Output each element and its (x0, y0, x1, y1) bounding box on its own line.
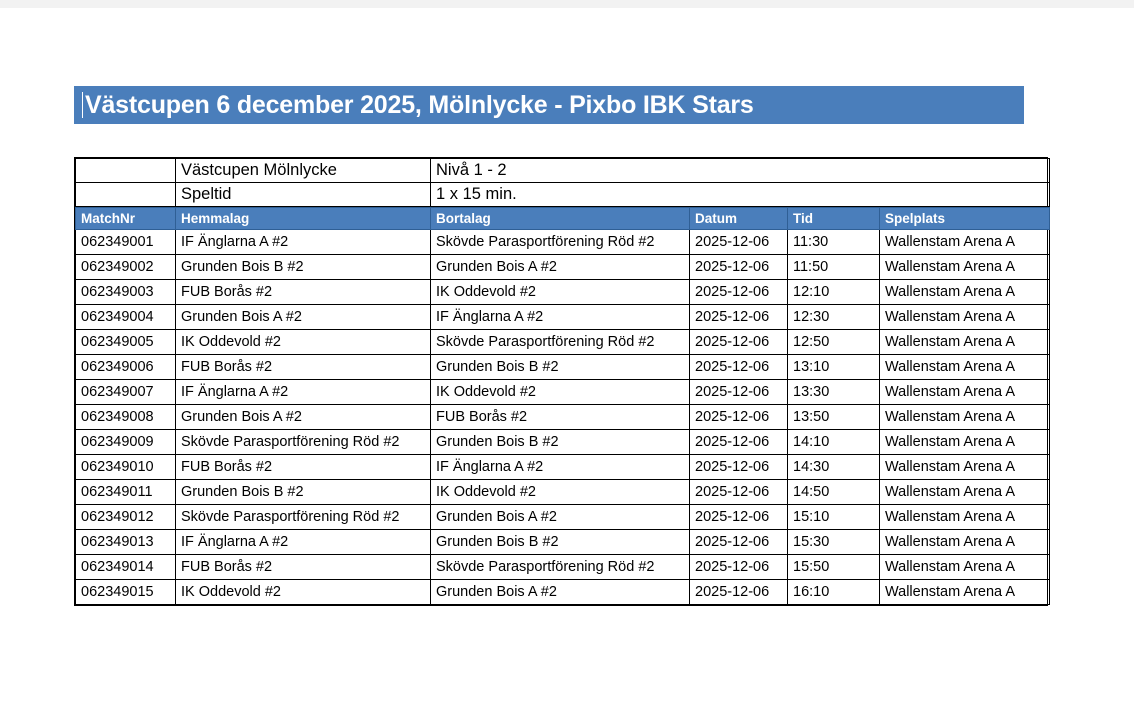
cell-matchnr: 062349005 (76, 330, 176, 355)
cell-bortalag: Grunden Bois B #2 (431, 355, 690, 380)
cell-matchnr: 062349009 (76, 430, 176, 455)
cell-datum: 2025-12-06 (690, 530, 788, 555)
cell-datum: 2025-12-06 (690, 255, 788, 280)
text-caret (82, 92, 83, 118)
cell-tid: 15:30 (788, 530, 880, 555)
cell-bortalag: Grunden Bois B #2 (431, 430, 690, 455)
cell-bortalag: Grunden Bois A #2 (431, 255, 690, 280)
info-table (75, 158, 1050, 207)
cell-tid: 11:30 (788, 230, 880, 255)
table-row (76, 505, 1050, 530)
cell-matchnr: 062349010 (76, 455, 176, 480)
cell-datum: 2025-12-06 (690, 555, 788, 580)
table-row (76, 280, 1050, 305)
cell-hemmalag: IF Änglarna A #2 (176, 530, 431, 555)
top-strip (0, 0, 1134, 8)
cell-matchnr: 062349015 (76, 580, 176, 605)
cell-tid: 12:10 (788, 280, 880, 305)
schedule-sheet (74, 157, 1048, 606)
cell-bortalag: IF Änglarna A #2 (431, 455, 690, 480)
cell-spelplats: Wallenstam Arena A (880, 580, 1050, 605)
cell-spelplats: Wallenstam Arena A (880, 480, 1050, 505)
playtime-label: Speltid (176, 183, 431, 207)
cell-matchnr: 062349004 (76, 305, 176, 330)
info-row-playtime (76, 183, 1050, 207)
cell-tid: 13:10 (788, 355, 880, 380)
cell-matchnr: 062349006 (76, 355, 176, 380)
cell-tid: 12:50 (788, 330, 880, 355)
cell-bortalag: Grunden Bois A #2 (431, 580, 690, 605)
cell-matchnr: 062349007 (76, 380, 176, 405)
cell-bortalag: IK Oddevold #2 (431, 280, 690, 305)
cell-spelplats: Wallenstam Arena A (880, 430, 1050, 455)
cell-bortalag: Skövde Parasportförening Röd #2 (431, 330, 690, 355)
info-blank-cell-2 (76, 183, 176, 207)
cell-hemmalag: IF Änglarna A #2 (176, 380, 431, 405)
cell-tid: 15:50 (788, 555, 880, 580)
cell-tid: 12:30 (788, 305, 880, 330)
cell-spelplats: Wallenstam Arena A (880, 405, 1050, 430)
cell-hemmalag: Grunden Bois B #2 (176, 480, 431, 505)
table-row (76, 255, 1050, 280)
cell-bortalag: Grunden Bois B #2 (431, 530, 690, 555)
table-row (76, 555, 1050, 580)
cell-datum: 2025-12-06 (690, 430, 788, 455)
cell-spelplats: Wallenstam Arena A (880, 230, 1050, 255)
table-row (76, 480, 1050, 505)
cell-tid: 15:10 (788, 505, 880, 530)
column-header-spelplats: Spelplats (880, 208, 1050, 230)
page-title (74, 86, 1024, 124)
cell-hemmalag: FUB Borås #2 (176, 280, 431, 305)
column-header-tid: Tid (788, 208, 880, 230)
info-blank-cell (76, 159, 176, 183)
tournament-label: Västcupen Mölnlycke (176, 159, 431, 183)
table-row (76, 455, 1050, 480)
table-row (76, 580, 1050, 605)
cell-hemmalag: IF Änglarna A #2 (176, 230, 431, 255)
match-table-body (76, 230, 1050, 605)
cell-datum: 2025-12-06 (690, 505, 788, 530)
cell-tid: 14:30 (788, 455, 880, 480)
cell-bortalag: IK Oddevold #2 (431, 380, 690, 405)
cell-bortalag: Skövde Parasportförening Röd #2 (431, 230, 690, 255)
column-header-datum: Datum (690, 208, 788, 230)
cell-datum: 2025-12-06 (690, 230, 788, 255)
match-table-header (76, 208, 1050, 230)
cell-datum: 2025-12-06 (690, 305, 788, 330)
cell-hemmalag: Grunden Bois A #2 (176, 305, 431, 330)
cell-datum: 2025-12-06 (690, 380, 788, 405)
cell-tid: 13:50 (788, 405, 880, 430)
cell-datum: 2025-12-06 (690, 455, 788, 480)
cell-datum: 2025-12-06 (690, 330, 788, 355)
match-table (75, 207, 1050, 605)
column-header-hemmalag: Hemmalag (176, 208, 431, 230)
table-row (76, 430, 1050, 455)
cell-tid: 13:30 (788, 380, 880, 405)
cell-hemmalag: FUB Borås #2 (176, 555, 431, 580)
cell-bortalag: Skövde Parasportförening Röd #2 (431, 555, 690, 580)
cell-matchnr: 062349013 (76, 530, 176, 555)
cell-tid: 14:10 (788, 430, 880, 455)
table-row (76, 530, 1050, 555)
info-row-tournament (76, 159, 1050, 183)
table-row (76, 355, 1050, 380)
cell-hemmalag: Grunden Bois A #2 (176, 405, 431, 430)
cell-matchnr: 062349012 (76, 505, 176, 530)
cell-bortalag: FUB Borås #2 (431, 405, 690, 430)
cell-datum: 2025-12-06 (690, 355, 788, 380)
cell-spelplats: Wallenstam Arena A (880, 305, 1050, 330)
cell-spelplats: Wallenstam Arena A (880, 530, 1050, 555)
cell-spelplats: Wallenstam Arena A (880, 380, 1050, 405)
cell-hemmalag: Skövde Parasportförening Röd #2 (176, 505, 431, 530)
cell-datum: 2025-12-06 (690, 405, 788, 430)
cell-hemmalag: IK Oddevold #2 (176, 580, 431, 605)
cell-matchnr: 062349001 (76, 230, 176, 255)
cell-datum: 2025-12-06 (690, 280, 788, 305)
cell-matchnr: 062349003 (76, 280, 176, 305)
cell-spelplats: Wallenstam Arena A (880, 280, 1050, 305)
column-header-bortalag: Bortalag (431, 208, 690, 230)
cell-spelplats: Wallenstam Arena A (880, 355, 1050, 380)
cell-matchnr: 062349008 (76, 405, 176, 430)
page-title-text: Västcupen 6 december 2025, Mölnlycke - Pixbo IBK Stars (85, 90, 754, 119)
cell-matchnr: 062349014 (76, 555, 176, 580)
cell-datum: 2025-12-06 (690, 580, 788, 605)
cell-hemmalag: FUB Borås #2 (176, 355, 431, 380)
cell-tid: 14:50 (788, 480, 880, 505)
table-row (76, 405, 1050, 430)
cell-matchnr: 062349002 (76, 255, 176, 280)
cell-spelplats: Wallenstam Arena A (880, 255, 1050, 280)
cell-bortalag: IK Oddevold #2 (431, 480, 690, 505)
cell-spelplats: Wallenstam Arena A (880, 555, 1050, 580)
table-row (76, 305, 1050, 330)
cell-tid: 16:10 (788, 580, 880, 605)
playtime-value: 1 x 15 min. (431, 183, 1050, 207)
cell-spelplats: Wallenstam Arena A (880, 455, 1050, 480)
level-label: Nivå 1 - 2 (431, 159, 1050, 183)
cell-bortalag: Grunden Bois A #2 (431, 505, 690, 530)
table-row (76, 230, 1050, 255)
table-row (76, 330, 1050, 355)
column-header-matchnr: MatchNr (76, 208, 176, 230)
cell-hemmalag: IK Oddevold #2 (176, 330, 431, 355)
cell-spelplats: Wallenstam Arena A (880, 505, 1050, 530)
cell-spelplats: Wallenstam Arena A (880, 330, 1050, 355)
cell-matchnr: 062349011 (76, 480, 176, 505)
cell-hemmalag: Skövde Parasportförening Röd #2 (176, 430, 431, 455)
cell-hemmalag: Grunden Bois B #2 (176, 255, 431, 280)
cell-hemmalag: FUB Borås #2 (176, 455, 431, 480)
table-row (76, 380, 1050, 405)
header-row (76, 208, 1050, 230)
cell-bortalag: IF Änglarna A #2 (431, 305, 690, 330)
cell-tid: 11:50 (788, 255, 880, 280)
cell-datum: 2025-12-06 (690, 480, 788, 505)
